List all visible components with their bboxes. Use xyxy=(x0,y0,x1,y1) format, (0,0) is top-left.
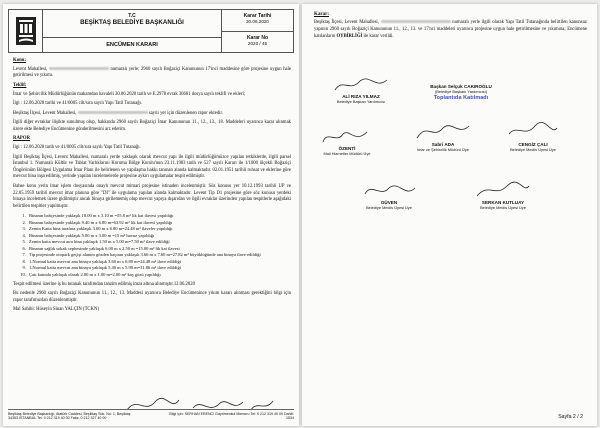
closing-paragraph: Tespit edilmesi üzerine iş bu tutanak tarafımdan tanzim edilmiş imza altına alınmıştır.12.06.2020 xyxy=(13,281,195,287)
list-item: 9. 1.Normal katta mevcut ana binaya yaklaşık 5.40 m x 5.90 m=31.86 m² ilave edildiği xyxy=(27,265,291,272)
document-page-1 xyxy=(3,4,299,426)
request-paragraph: İlgili diğer evraklar ilişikte sunulmuş olup, hakkında 2960 sayılı Boğaziçi İmar Kanununun 11., 12., 13., 18. Maddeleri uyarınca karar alınmak üzere ekte Belediye Encümenine gönderilmesini arz ederim. xyxy=(13,120,291,132)
list-item: 7. Tip projesinde otopark geçişi alanını gözden kaçıran yaklaşık 3.66 m x 7.60 m=27.82 m² büyüklüğünde ana binaya ilave edildiği xyxy=(27,252,291,259)
signatory-6: GÜVEN Belediye Meclis Üyesi Üye xyxy=(348,180,430,211)
signatory-4: Sabri ADA İmar ve Şehircilik Müdürü Üye xyxy=(402,120,484,153)
decision-date-label: Karar Tarihi xyxy=(243,13,272,19)
findings-list xyxy=(13,213,291,278)
signature-icon xyxy=(331,76,391,94)
page-number: Sayfa 2 / 2 xyxy=(558,414,583,420)
document-footer xyxy=(8,409,294,421)
list-item: 8. 1.Normal katta mevcut ana binaya yaklaşık 3.60 m x 6.80 m=24.48 m² ilave edildiği xyxy=(27,259,291,266)
report-paragraph: İlgili Beşiktaş İlçesi, Levent Mahallesi, numaralı yerde yaklaşık olarak mevcut yapı ile ilgili müdürlüğümüzce yapılan tetkiklerde, ilgili parsel İstanbul 1. Numaralı Kültür ve Tabiat Varlıklarını Koruma Bölge Kurulu'nun 23.11.1983 tarih ve 527 sayılı Kararı ile 1/1000 ölçekli Boğaziçi Öngörünüm Bölgesi Uygulama İmar Planı ile belirlenen ve yapılaşma hakkı tanınan alanda kalmaktadır. 02.01.1951 tarihli ruhsat ve eklerine göre mevcut bina inşa edilmiş, yerinde yapılan incelemelerde projesine aykırı uygulamalar tespit edilmiştir. xyxy=(13,154,291,180)
konu-label: Konu: xyxy=(13,58,27,63)
institution-name: BEŞİKTAŞ BELEDİYE BAŞKANLIĞI xyxy=(80,19,184,26)
list-item: 6. Binanın sağlık sokak cephesinde yaklaşık 6.00 m x 2.50 m =15.00 m² lik kat ilavesi xyxy=(27,246,291,253)
karar-label: Karar: xyxy=(314,12,329,17)
decision-no-cell xyxy=(222,31,293,53)
document-header xyxy=(8,9,294,53)
conclusion-paragraph: Bu nedenle 2960 sayılı Boğaziçi Kanununun 11., 12., 13. Maddesi uyarınca Belediye Encümenince yıkım kararı alınması gerektiğini bilgi için rapor tarafımızdan düzenlenmiştir. xyxy=(13,291,291,303)
document-title: ENCÜMEN KARARI xyxy=(43,37,221,52)
decision-no-label: Karar No xyxy=(246,34,269,41)
header-tc: T.C xyxy=(128,13,136,19)
rapor-label: RAPOR xyxy=(13,136,31,142)
ilgi-2: İlgi : 12.06.2020 tarih ve 41/0005 cilt/sıra sayılı Yapı Tatil Tutanağı. xyxy=(13,145,141,151)
footer-contact: Bilgi için: SERHAN ERENCI Gayrimenkul Memuru Tel: 0 212 319 40 00 Dahili: 1534 xyxy=(169,411,294,421)
signature-icon xyxy=(503,120,563,142)
report-intro: Beşiktaş İlçesi, Levent Mahallesi, sayılı yer için düzenlenen rapor ektedir. xyxy=(13,110,223,116)
teklif-text: İmar ve Şehircilik Müdürlüğünün makamdan havaleli 30.06.2020 tarih ve E.2978 evrak 36681 dosya sayılı teklifi ve ekleri; xyxy=(13,91,246,97)
decision-date-cell xyxy=(222,10,293,31)
decision-no: 2020 / 45 xyxy=(247,40,268,46)
list-item: 5. Zemin katta mevcut aıra bina yaklaşık 1.50 m x 5.00 m=7.50 m² ilave edildiği xyxy=(27,239,291,246)
redacted-parcel xyxy=(381,20,451,23)
signatory-1: ALİ RIZA YILMAZ Belediye Başkan Yardımcısı xyxy=(320,76,402,105)
owner-line: Mal Sahibi: Hüseyin Sinan YALÇIN (TCKN) xyxy=(13,307,99,313)
ilgi-1: İlgi : 12.06.2020 tarihi ve 41/0005 cilt/sıra sayılı Yapı Tatil Tutanağı. xyxy=(13,101,143,107)
signature-icon xyxy=(473,180,533,200)
teklif-label: Teklif: xyxy=(13,82,27,88)
karar-text: Beşiktaş İlçesi, Levent Mahallesi, numaralı yerle ilgili olarak Yapı Tatil Tutanağında belirtilen kanunsuz yapının 2960 sayılı Boğaziçi Kanununun 11., 12., 13. ve 17'nci maddeleri uyarınca projesine uygun hale getirilmesine ve yıkımına; Encümene katılanların OYBİRLİĞİ ile karar verildi. xyxy=(314,20,588,39)
document-body xyxy=(13,58,291,317)
list-item: 10. Çatı katında yaklaşık olarak 2.00 m x 1.00 m=2.00 m² kuş gözü yapıldığı xyxy=(27,272,291,279)
list-item: 3. Zemin Katta bina tarafına yaklaşık 3.60 m x 6.80 m=24.48 m² ilaveler yapıldığı xyxy=(27,226,291,233)
signatory-5: CENGİZ ÇALI Belediye Meclis Üyesi Üye xyxy=(492,120,574,153)
signatory-2: Başkan Selçuk CAKIROĞLU (Belediye Başkanı Yardımcısı) Toplantıda Katılmadı xyxy=(420,84,502,101)
inspection-paragraph: Bahse konu yerin imar işlem dosyasında onaylı mevcut mimari projesine istinaden incelenmiştir. Söz konusu yer 10.12.1993 tarihli UP ve 22.05.1959 tarihli mevcut imar planına göre "DI" ile uygulama yapılan alanda kalmaktadır. Levent Tip D1 projesine göre söz konusu yerdeki binaya incelemek üzere gidilmiştir ancak binaya girilememiş olup mevcut yapıya dışarıdan ve ilgili evraklar üzerinden yapılan tespitlerle aşağıdaki belirtilen tespitler yapılmıştır. xyxy=(13,184,291,209)
decision-date: 30.06.2020 xyxy=(246,19,269,25)
document-page-2 xyxy=(302,4,597,426)
list-item: 2. Binanın bahçesinde yaklaşık 9.40 m x 6.80 m=63.92 m² lik kat ilavesi yapıldığı xyxy=(27,220,291,227)
signature-icon xyxy=(359,180,419,200)
redacted-parcel xyxy=(49,67,109,70)
list-item: 1. Binanın bahçesinde yaklaşık 18.00 m x 3.10 m =55.8 m² lik kat ilavesi yapıldığı xyxy=(27,213,291,220)
konu-text: Levent Mahallesi, numaralı yerle; 2960 sayılı Boğaziçi Kanununun 17'inci maddesine göre projesine uygun hale getirilmesi ve yıkımı. xyxy=(13,66,291,79)
footer-address: Beşiktaş Belediye Başkanlığı, Atatürk Caddesi, Beşiktaş Sok. No: 1, Beşiktaş 34353 İSTANBUL Tel: 0 212 319 40 00 Faks: 0 212 327 40 00 xyxy=(8,411,131,421)
municipality-logo-icon xyxy=(9,10,43,52)
signature-icon xyxy=(317,126,377,146)
signature-icon xyxy=(413,120,473,142)
signatory-7: SERKAN KUTLUAY Belediye Meclis Üyesi Üye xyxy=(462,180,544,211)
not-attended-stamp: Toplantıda Katılmadı xyxy=(433,94,489,101)
redacted-parcel xyxy=(78,111,148,114)
list-item: 4. Binanın bahçesinde yaklaşık 5.00 m x 3.00 m =15 m² havuz yapıldığı xyxy=(27,233,291,240)
signatory-3: ÖZENTİ Mali Hizmetler Müdürü Üye xyxy=(306,126,388,157)
